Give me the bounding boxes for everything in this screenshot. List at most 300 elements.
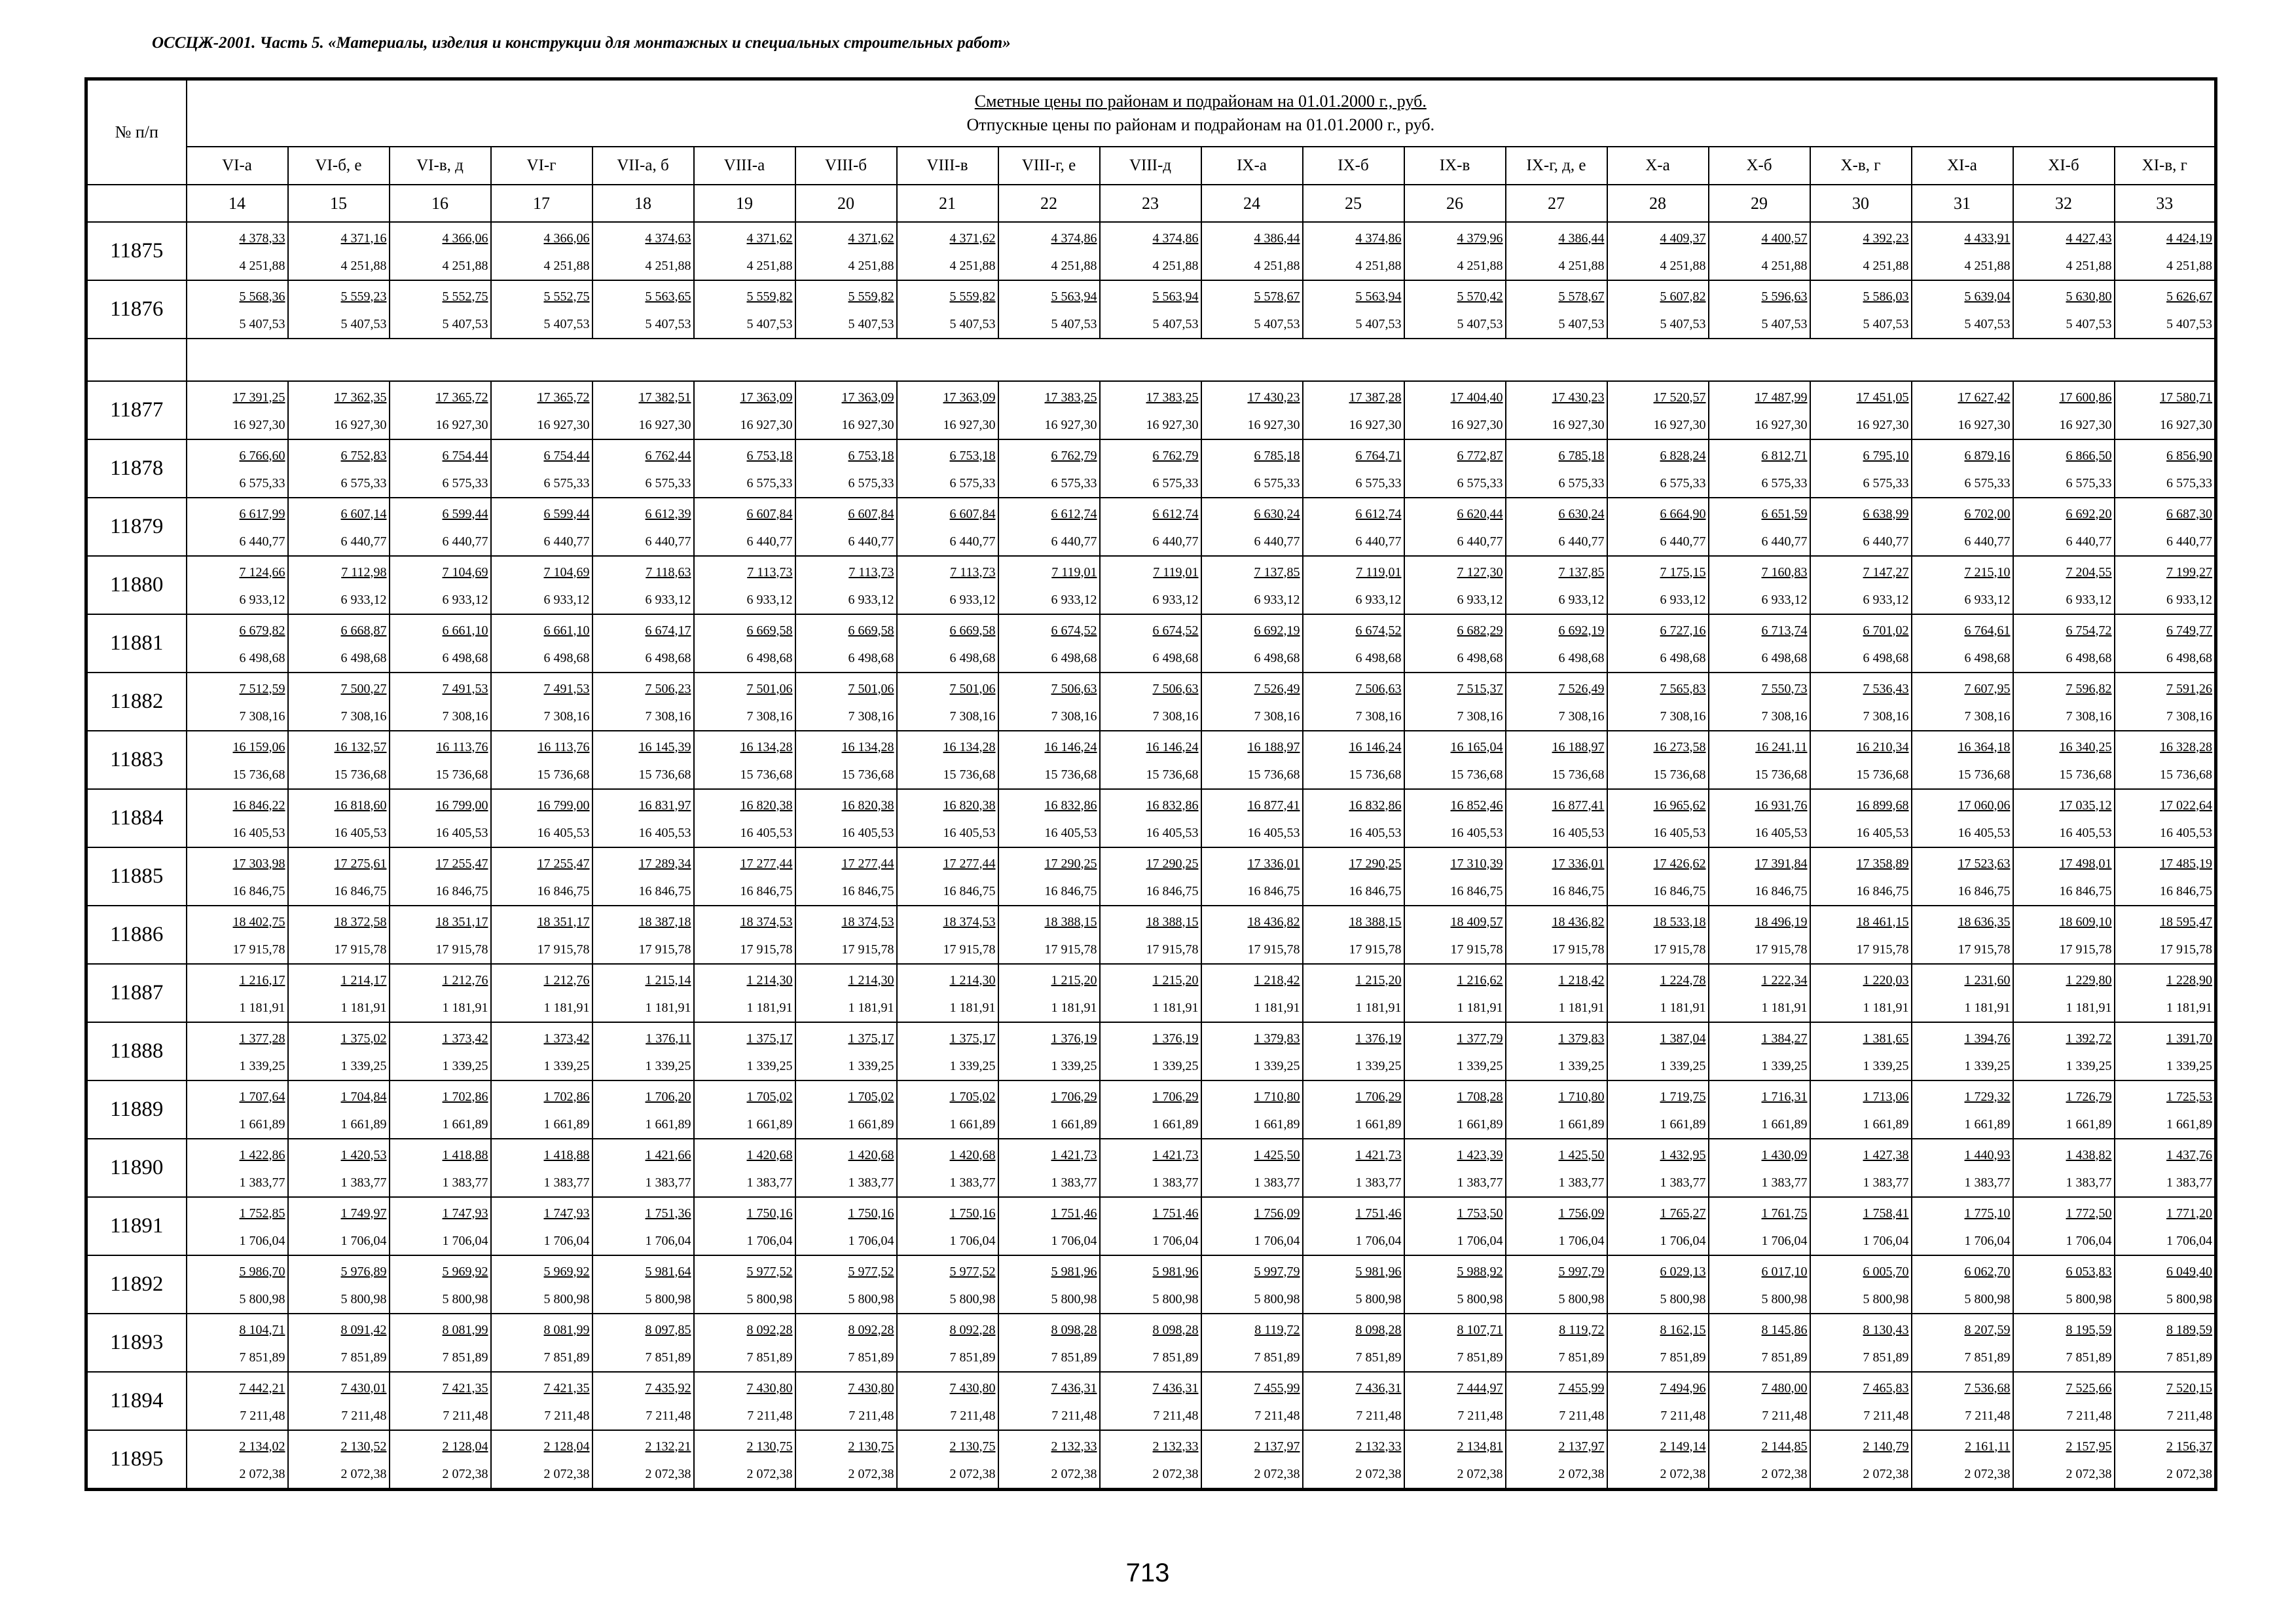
- item-code: 11895: [86, 1430, 187, 1490]
- estimated-price: 5 988,92: [1457, 1264, 1503, 1279]
- estimated-price: 17 303,98: [232, 856, 285, 871]
- estimated-price: 6 612,74: [1152, 506, 1199, 521]
- price-cell: [288, 906, 390, 964]
- estimated-price: 1 761,75: [1761, 1206, 1808, 1221]
- release-price: 16 927,30: [1247, 417, 1300, 432]
- estimated-price: 7 430,80: [949, 1380, 996, 1395]
- price-cell: [1810, 1022, 1912, 1080]
- release-price: 5 800,98: [543, 1291, 590, 1306]
- region-header: VIII-в: [897, 147, 998, 185]
- release-price: 5 800,98: [1051, 1291, 1097, 1306]
- release-price: 5 800,98: [848, 1291, 894, 1306]
- release-price: 16 927,30: [1450, 417, 1503, 432]
- estimated-price: 17 363,09: [841, 390, 894, 405]
- price-cell: [187, 1080, 288, 1139]
- release-price: 2 072,38: [239, 1466, 285, 1481]
- release-price: 6 933,12: [1457, 592, 1503, 607]
- estimated-price: 7 565,83: [1660, 681, 1706, 696]
- price-cell: [592, 614, 694, 673]
- estimated-price: 6 669,58: [848, 623, 894, 638]
- estimated-price: 6 828,24: [1660, 448, 1706, 463]
- estimated-price: 1 702,86: [543, 1089, 590, 1104]
- release-price: 6 440,77: [645, 534, 691, 549]
- estimated-price: 8 098,28: [1051, 1322, 1097, 1337]
- price-cell: [1201, 1022, 1303, 1080]
- release-price: 7 211,48: [1559, 1408, 1605, 1423]
- release-price: 1 383,77: [1964, 1175, 2011, 1190]
- estimated-price: 1 392,72: [2066, 1031, 2112, 1046]
- release-price: 7 851,89: [2066, 1350, 2112, 1365]
- release-price: 1 181,91: [949, 1000, 996, 1015]
- price-cell: [1709, 1022, 1810, 1080]
- release-price: 1 706,04: [1051, 1233, 1097, 1248]
- estimated-price: 1 704,84: [340, 1089, 387, 1104]
- price-cell: [2013, 498, 2115, 556]
- estimated-price: 6 638,99: [1863, 506, 1909, 521]
- price-cell: [998, 498, 1100, 556]
- release-price: 16 846,75: [537, 883, 590, 898]
- estimated-price: 7 137,85: [1558, 564, 1605, 580]
- estimated-price: 16 159,06: [232, 739, 285, 754]
- price-cell: [2115, 222, 2216, 280]
- estimated-price: 6 762,79: [1152, 448, 1199, 463]
- estimated-price: 1 216,62: [1457, 972, 1503, 987]
- release-price: 16 846,75: [1755, 883, 1808, 898]
- price-cell: [1506, 614, 1607, 673]
- estimated-price: 5 977,52: [949, 1264, 996, 1279]
- price-cell: [694, 1314, 795, 1372]
- release-price: 1 383,77: [239, 1175, 285, 1190]
- price-cell: [1201, 789, 1303, 847]
- price-cell: [390, 1430, 491, 1490]
- estimated-price: 6 620,44: [1457, 506, 1503, 521]
- price-cell: [1201, 1372, 1303, 1430]
- release-price: 5 800,98: [2066, 1291, 2112, 1306]
- release-price: 16 405,53: [1856, 825, 1909, 840]
- release-price: 15 736,68: [1146, 767, 1199, 782]
- table-row: [86, 280, 2216, 339]
- price-cell: [288, 673, 390, 731]
- estimated-price: 16 846,22: [232, 798, 285, 813]
- release-price: 1 181,91: [1254, 1000, 1300, 1015]
- release-price: 7 211,48: [747, 1408, 793, 1423]
- estimated-price: 7 506,63: [1152, 681, 1199, 696]
- release-price: 17 915,78: [2059, 942, 2112, 957]
- price-cell: [390, 1139, 491, 1197]
- item-code: 11880: [86, 556, 187, 614]
- release-price: 17 915,78: [1653, 942, 1706, 957]
- price-cell: [1506, 1430, 1607, 1490]
- release-price: 1 383,77: [1863, 1175, 1909, 1190]
- estimated-price: 16 832,86: [1044, 798, 1097, 813]
- estimated-price: 1 708,28: [1457, 1089, 1503, 1104]
- estimated-price: 17 277,44: [740, 856, 793, 871]
- estimated-price: 1 425,50: [1558, 1147, 1605, 1162]
- price-cell: [187, 498, 288, 556]
- price-cell: [491, 789, 592, 847]
- price-cell: [694, 906, 795, 964]
- release-price: 7 211,48: [1254, 1408, 1300, 1423]
- release-price: 5 407,53: [848, 316, 894, 331]
- release-price: 4 251,88: [645, 258, 691, 273]
- release-price: 16 405,53: [1958, 825, 2011, 840]
- estimated-price: 17 383,25: [1146, 390, 1199, 405]
- price-cell: [1810, 1372, 1912, 1430]
- column-number: 17: [491, 185, 592, 222]
- price-cell: [390, 614, 491, 673]
- estimated-price: 1 432,95: [1660, 1147, 1706, 1162]
- release-price: 1 339,25: [949, 1058, 996, 1073]
- price-cell: [288, 1314, 390, 1372]
- estimated-price: 8 119,72: [1254, 1322, 1300, 1337]
- release-price: 16 405,53: [1450, 825, 1503, 840]
- price-cell: [1404, 381, 1506, 439]
- estimated-price: 7 512,59: [239, 681, 285, 696]
- estimated-price: 17 391,84: [1755, 856, 1808, 871]
- price-cell: [2013, 1022, 2115, 1080]
- release-price: 17 915,78: [537, 942, 590, 957]
- estimated-price: 1 440,93: [1964, 1147, 2011, 1162]
- price-cell: [491, 498, 592, 556]
- estimated-price: 1 218,42: [1254, 972, 1300, 987]
- release-price: 16 846,75: [1349, 883, 1402, 898]
- price-cell: [2115, 280, 2216, 339]
- release-price: 6 933,12: [1152, 592, 1199, 607]
- price-cell: [1404, 1139, 1506, 1197]
- release-price: 5 407,53: [2166, 316, 2213, 331]
- estimated-price: 2 144,85: [1761, 1439, 1808, 1454]
- estimated-price: 1 771,20: [2166, 1206, 2213, 1221]
- estimated-price: 7 113,73: [950, 564, 996, 580]
- estimated-price: 16 165,04: [1450, 739, 1503, 754]
- estimated-price: 6 692,20: [2066, 506, 2112, 521]
- price-cell: [1810, 1255, 1912, 1314]
- price-cell: [795, 1255, 897, 1314]
- estimated-price: 2 134,02: [239, 1439, 285, 1454]
- price-cell: [2115, 556, 2216, 614]
- estimated-price: 17 365,72: [435, 390, 488, 405]
- price-cell: [897, 1430, 998, 1490]
- estimated-price: 1 214,30: [848, 972, 894, 987]
- price-cell: [1912, 614, 2013, 673]
- estimated-price: 18 409,57: [1450, 914, 1503, 929]
- release-price: 6 575,33: [340, 475, 387, 490]
- price-cell: [2115, 1139, 2216, 1197]
- price-cell: [288, 222, 390, 280]
- release-price: 4 251,88: [1964, 258, 2011, 273]
- price-cell: [1607, 673, 1709, 731]
- estimated-price: 1 418,88: [543, 1147, 590, 1162]
- price-cell: [795, 673, 897, 731]
- price-cell: [1912, 906, 2013, 964]
- release-price: 6 440,77: [1051, 534, 1097, 549]
- release-price: 6 575,33: [2066, 475, 2112, 490]
- release-price: 7 851,89: [1457, 1350, 1503, 1365]
- estimated-price: 16 818,60: [334, 798, 387, 813]
- price-cell: [795, 847, 897, 906]
- release-price: 5 800,98: [1355, 1291, 1402, 1306]
- price-cell: [1303, 1430, 1404, 1490]
- estimated-price: 5 981,64: [645, 1264, 691, 1279]
- estimated-price: 1 750,16: [848, 1206, 894, 1221]
- price-cell: [1810, 381, 1912, 439]
- release-price: 16 846,75: [435, 883, 488, 898]
- price-cell: [1303, 1255, 1404, 1314]
- release-price: 6 933,12: [1761, 592, 1808, 607]
- price-cell: [897, 556, 998, 614]
- price-cell: [1506, 1372, 1607, 1430]
- price-cell: [592, 1314, 694, 1372]
- price-cell: [2013, 614, 2115, 673]
- release-price: 1 181,91: [1355, 1000, 1402, 1015]
- release-price: 16 405,53: [1349, 825, 1402, 840]
- estimated-price: 17 255,47: [537, 856, 590, 871]
- estimated-price: 7 113,73: [848, 564, 894, 580]
- release-price: 17 915,78: [232, 942, 285, 957]
- region-header: VIII-г, е: [998, 147, 1100, 185]
- release-price: 7 308,16: [1051, 709, 1097, 724]
- estimated-price: 1 752,85: [239, 1206, 285, 1221]
- estimated-price: 4 366,06: [442, 231, 488, 246]
- price-cell: [1810, 1139, 1912, 1197]
- price-cell: [592, 1080, 694, 1139]
- price-cell: [491, 439, 592, 498]
- estimated-price: 16 210,34: [1856, 739, 1909, 754]
- release-price: 1 383,77: [1660, 1175, 1706, 1190]
- estimated-price: 17 430,23: [1552, 390, 1605, 405]
- estimated-price: 6 669,58: [949, 623, 996, 638]
- price-cell: [1607, 1139, 1709, 1197]
- price-cell: [491, 1372, 592, 1430]
- price-cell: [1404, 906, 1506, 964]
- price-cell: [1810, 280, 1912, 339]
- column-number: 20: [795, 185, 897, 222]
- estimated-price: 17 365,72: [537, 390, 590, 405]
- release-price: 7 211,48: [1153, 1408, 1199, 1423]
- release-price: 1 383,77: [949, 1175, 996, 1190]
- release-price: 4 251,88: [239, 258, 285, 273]
- price-cell: [795, 556, 897, 614]
- price-cell: [187, 673, 288, 731]
- price-cell: [1709, 1255, 1810, 1314]
- estimated-price: 1 756,09: [1558, 1206, 1605, 1221]
- release-price: 16 405,53: [1044, 825, 1097, 840]
- price-cell: [897, 847, 998, 906]
- release-price: 7 851,89: [543, 1350, 590, 1365]
- estimated-price: 4 374,86: [1152, 231, 1199, 246]
- estimated-price: 4 371,62: [746, 231, 793, 246]
- estimated-price: 6 599,44: [442, 506, 488, 521]
- release-price: 16 846,75: [2160, 883, 2213, 898]
- price-cell: [592, 280, 694, 339]
- price-cell: [1912, 498, 2013, 556]
- estimated-price: 1 376,19: [1355, 1031, 1402, 1046]
- price-cell: [491, 1022, 592, 1080]
- price-cell: [2115, 439, 2216, 498]
- release-price: 7 851,89: [1051, 1350, 1097, 1365]
- release-price: 1 383,77: [2166, 1175, 2213, 1190]
- estimated-price: 1 214,17: [340, 972, 387, 987]
- price-cell: [2115, 673, 2216, 731]
- estimated-price: 5 578,67: [1254, 289, 1300, 304]
- estimated-price: 8 092,28: [746, 1322, 793, 1337]
- estimated-price: 8 207,59: [1964, 1322, 2011, 1337]
- price-cell: [998, 1139, 1100, 1197]
- release-price: 1 339,25: [2166, 1058, 2213, 1073]
- price-cell: [897, 1255, 998, 1314]
- release-price: 1 383,77: [1761, 1175, 1808, 1190]
- region-header: IX-а: [1201, 147, 1303, 185]
- estimated-price: 7 536,68: [1964, 1380, 2011, 1395]
- release-price: 7 308,16: [1254, 709, 1300, 724]
- estimated-price: 5 559,82: [848, 289, 894, 304]
- release-price: 7 211,48: [646, 1408, 691, 1423]
- release-price: 2 072,38: [1051, 1466, 1097, 1481]
- release-price: 6 575,33: [1457, 475, 1503, 490]
- estimated-price: 6 727,16: [1660, 623, 1706, 638]
- price-cell: [998, 1255, 1100, 1314]
- price-cell: [1912, 222, 2013, 280]
- item-code: 11888: [86, 1022, 187, 1080]
- table-row: [86, 1139, 2216, 1197]
- release-price: 6 440,77: [1863, 534, 1909, 549]
- item-code: 11884: [86, 789, 187, 847]
- release-price: 6 933,12: [442, 592, 488, 607]
- item-code: 11893: [86, 1314, 187, 1372]
- estimated-price: 17 391,25: [232, 390, 285, 405]
- price-cell: [1607, 222, 1709, 280]
- price-cell: [1506, 789, 1607, 847]
- price-cell: [1912, 847, 2013, 906]
- price-cell: [1100, 789, 1201, 847]
- price-cell: [795, 1314, 897, 1372]
- price-cell: [2115, 1372, 2216, 1430]
- estimated-price: 17 426,62: [1653, 856, 1706, 871]
- release-price: 6 498,68: [1457, 650, 1503, 665]
- price-cell: [288, 789, 390, 847]
- price-cell: [998, 847, 1100, 906]
- release-price: 6 575,33: [1761, 475, 1808, 490]
- estimated-price: 6 053,83: [2066, 1264, 2112, 1279]
- release-price: 1 383,77: [746, 1175, 793, 1190]
- estimated-price: 7 436,31: [1355, 1380, 1402, 1395]
- price-cell: [1201, 381, 1303, 439]
- estimated-price: 1 750,16: [746, 1206, 793, 1221]
- empty-cell: [187, 339, 2216, 381]
- price-cell: [1201, 1139, 1303, 1197]
- estimated-price: 7 444,97: [1457, 1380, 1503, 1395]
- estimated-price: 18 374,53: [841, 914, 894, 929]
- price-cell: [1303, 906, 1404, 964]
- release-price: 7 308,16: [645, 709, 691, 724]
- estimated-price: 6 701,02: [1863, 623, 1909, 638]
- price-cell: [1303, 1197, 1404, 1255]
- price-cell: [2013, 789, 2115, 847]
- estimated-price: 1 747,93: [442, 1206, 488, 1221]
- price-cell: [1404, 1430, 1506, 1490]
- release-price: 6 498,68: [1964, 650, 2011, 665]
- estimated-price: 1 726,79: [2066, 1089, 2112, 1104]
- price-cell: [998, 556, 1100, 614]
- release-price: 6 440,77: [949, 534, 996, 549]
- release-price: 6 440,77: [1152, 534, 1199, 549]
- price-cell: [1506, 847, 1607, 906]
- price-cell: [1404, 1314, 1506, 1372]
- estimated-price: 1 705,02: [949, 1089, 996, 1104]
- release-price: 17 915,78: [334, 942, 387, 957]
- estimated-price: 1 427,38: [1863, 1147, 1909, 1162]
- price-cell: [1810, 964, 1912, 1022]
- price-cell: [897, 1022, 998, 1080]
- estimated-price: 1 375,17: [746, 1031, 793, 1046]
- estimated-price: 1 725,53: [2166, 1089, 2213, 1104]
- item-code: 11890: [86, 1139, 187, 1197]
- release-price: 7 308,16: [1457, 709, 1503, 724]
- release-price: 7 851,89: [1863, 1350, 1909, 1365]
- estimated-price: 6 679,82: [239, 623, 285, 638]
- estimated-price: 1 375,17: [848, 1031, 894, 1046]
- estimated-price: 7 525,66: [2066, 1380, 2112, 1395]
- estimated-price: 6 661,10: [442, 623, 488, 638]
- price-cell: [2013, 731, 2115, 789]
- price-cell: [1404, 439, 1506, 498]
- price-cell: [1607, 731, 1709, 789]
- estimated-price: 8 092,28: [848, 1322, 894, 1337]
- price-cell: [694, 222, 795, 280]
- price-cell: [390, 280, 491, 339]
- price-cell: [1709, 1080, 1810, 1139]
- estimated-price: 1 713,06: [1863, 1089, 1909, 1104]
- release-price: 1 181,91: [2066, 1000, 2112, 1015]
- release-price: 16 927,30: [232, 417, 285, 432]
- estimated-price: 7 204,55: [2066, 564, 2112, 580]
- price-cell: [288, 964, 390, 1022]
- estimated-price: 7 506,63: [1355, 681, 1402, 696]
- release-price: 2 072,38: [1964, 1466, 2011, 1481]
- estimated-price: 6 682,29: [1457, 623, 1503, 638]
- release-price: 16 405,53: [1653, 825, 1706, 840]
- column-number: 25: [1303, 185, 1404, 222]
- release-price: 17 915,78: [1044, 942, 1097, 957]
- price-cell: [288, 1022, 390, 1080]
- price-cell: [795, 731, 897, 789]
- release-price: 1 383,77: [1457, 1175, 1503, 1190]
- release-price: 1 339,25: [1457, 1058, 1503, 1073]
- release-price: 7 308,16: [1355, 709, 1402, 724]
- price-cell: [1810, 222, 1912, 280]
- table-row: [86, 1372, 2216, 1430]
- price-cell: [694, 1197, 795, 1255]
- estimated-price: 17 600,86: [2059, 390, 2112, 405]
- price-cell: [1100, 906, 1201, 964]
- release-price: 1 706,04: [746, 1233, 793, 1248]
- estimated-price: 7 118,63: [646, 564, 691, 580]
- release-price: 5 407,53: [1964, 316, 2011, 331]
- price-cell: [1404, 1255, 1506, 1314]
- release-price: 6 440,77: [1558, 534, 1605, 549]
- estimated-price: 4 379,96: [1457, 231, 1503, 246]
- estimated-price: 7 501,06: [746, 681, 793, 696]
- estimated-price: 8 098,28: [1355, 1322, 1402, 1337]
- estimated-price: 7 591,26: [2166, 681, 2213, 696]
- estimated-price: 16 364,18: [1958, 739, 2011, 754]
- price-cell: [1607, 964, 1709, 1022]
- release-price: 1 706,04: [1254, 1233, 1300, 1248]
- estimated-price: 7 500,27: [340, 681, 387, 696]
- release-price: 7 211,48: [2066, 1408, 2112, 1423]
- estimated-price: 16 132,57: [334, 739, 387, 754]
- estimated-price: 7 506,23: [645, 681, 691, 696]
